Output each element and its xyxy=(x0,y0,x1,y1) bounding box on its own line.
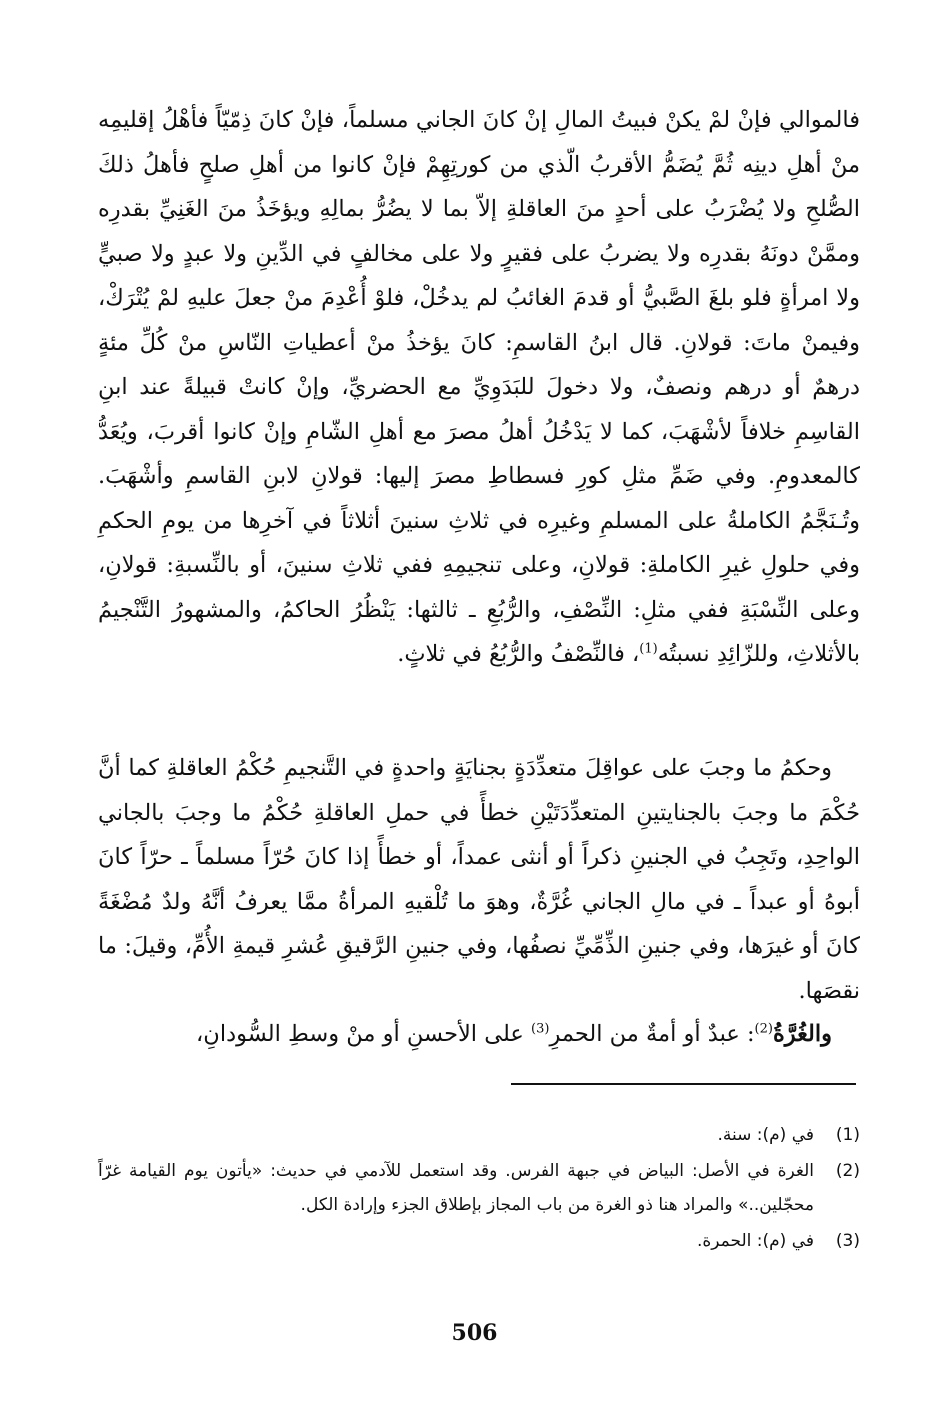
footnote-item xyxy=(98,1118,860,1152)
footnote-divider xyxy=(511,1083,856,1085)
paragraph-text: وحكمُ ما وجبَ على عواقِلَ متعدِّدَةٍ بجنايَةٍ واحدةٍ في التَّنجيمِ حُكْمُ العاقلةِ كما أنَّ حُكْمَ ما وجبَ بالجنايتينِ المتعدِّدَتَيْنِ خطأً في حملِ العاقلةِ حُكْمُ ما وجبَ بالجاني الواحِدِ، وتَجِبُ في الجنينِ ذكراً أو أنثى عمداً، أو خطأً إذا كانَ حُرّاً مسلماً ـ حرّاً كانَ أبوهُ أو عبداً ـ في مالِ الجاني غُرَّةٌ، وهوَ ما تُلْقيهِ المرأةُ ممَّا يعرفُ أنَّهُ ولدٌ مُضْغَةً كانَ أو غيرَها، وفي جنينِ الذِّمِّيِّ نصفُها، وفي جنينِ الرَّقيقِ عُشرِ قيمةِ الأُمِّ، وقيلَ: ما نقصَها. xyxy=(98,755,860,1004)
body-paragraph-2 xyxy=(98,746,860,1013)
paragraph-tail: ، فالنِّصْفُ والرُّبُعُ في ثلاثٍ. xyxy=(397,641,640,667)
footnote-reference[interactable]: (1) xyxy=(639,641,658,657)
body-paragraph-1 xyxy=(98,98,860,677)
defined-term: والغُرَّةُ xyxy=(772,1021,832,1047)
footnote-text: في (م): سنة. xyxy=(717,1125,814,1145)
footnote-text: في (م): الحمرة. xyxy=(696,1231,814,1251)
footnote-item xyxy=(98,1154,860,1222)
footnote-item xyxy=(98,1224,860,1258)
footnote-reference[interactable]: (2) xyxy=(754,1021,773,1037)
footnotes-section xyxy=(98,1118,860,1260)
footnote-number: (3) xyxy=(835,1231,860,1251)
footnote-text: الغرة في الأصل: البياض في جبهة الفرس. وقد استعمل للآدمي في حديث: «يأتون يوم القيامة غرّاً محجّلين..» والمراد هنا ذو الغرة من باب المجاز بإطلاق الجزء وإرادة الكل. xyxy=(98,1161,814,1215)
paragraph-tail: على الأحسنِ أو منْ وسطِ السُّودانِ، xyxy=(196,1021,531,1047)
page-number: 506 xyxy=(451,1320,498,1346)
footnote-number: (2) xyxy=(835,1161,860,1181)
footnote-reference[interactable]: (3) xyxy=(531,1021,550,1037)
footnote-number: (1) xyxy=(835,1125,860,1145)
paragraph-text: فالموالي فإنْ لمْ يكنْ فبيتُ المالِ إنْ كانَ الجاني مسلماً، فإنْ كانَ ذِمّيّاً فأهْلُ إقليمِه منْ أهلِ دينِه ثُمَّ يُضَمُّ الأقربُ الّذي من كورتِهِمْ فإنْ كانوا من أهلِ صلحٍ فأهلُ ذلكَ الصُّلحِ ولا يُضْرَبُ على أحدٍ منَ العاقلةِ إلاّ بما لا يضُرُّ بمالِهِ ويؤخَذُ منَ الغَنِيِّ بقدرِه وممَّنْ دونَهُ بقدرِه ولا يضربُ على فقيرٍ ولا على مخالفٍ في الدِّينِ ولا عبدٍ ولا صبيٍّ ولا امرأةٍ فلو بلغَ الصَّبيُّ أو قدمَ الغائبُ لم يدخُلْ، فلوْ أُعْدِمَ منْ جعلَ عليهِ لمْ يُتْرَكْ، وفيمنْ ماتَ: قولانِ. قال ابنُ القاسمِ: كانَ يؤخذُ منْ أعطياتِ النّاسِ منْ كُلِّ مئةٍ درهمٌ أو درهم ونصفٌ، ولا دخولَ للبَدَوِيِّ مع الحضريِّ، وإنْ كانتْ قبيلةً عند ابنِ القاسِمِ خلافاً لأشْهَبَ، كما لا يَدْخُلُ أهلُ مصرَ مع أهلِ الشّامِ وإنْ كانوا أقربَ، ويُعَدُّ كالمعدومِ. وفي ضَمِّ مثلِ كورِ فسطاطِ مصرَ إليها: قولانِ لابنِ القاسمِ وأشْهَبَ. وتُـنَجَّمُ الكاملةُ على المسلمِ وغيرِه في ثلاثِ سنينَ أثلاثاً في آخرِها من يومِ الحكمِ وفي حلولِ غيرِ الكاملةِ: قولانِ، وعلى تنجيمِهِ ففي ثلاثِ سنينَ، أو بالنِّسبةِ: قولانِ، وعلى النِّسْبَةِ ففي مثلِ: النِّصْفِ، والرُّبُعِ ـ ثالثها: يَنْظُرُ الحاكمُ، والمشهورُ التَّنْجيمُ بالأثلاثِ، وللزّائِدِ نسبتُه xyxy=(98,107,860,667)
paragraph-text: : عبدٌ أو أمةٌ من الحمرِ xyxy=(549,1021,755,1047)
body-paragraph-3 xyxy=(98,1012,860,1057)
